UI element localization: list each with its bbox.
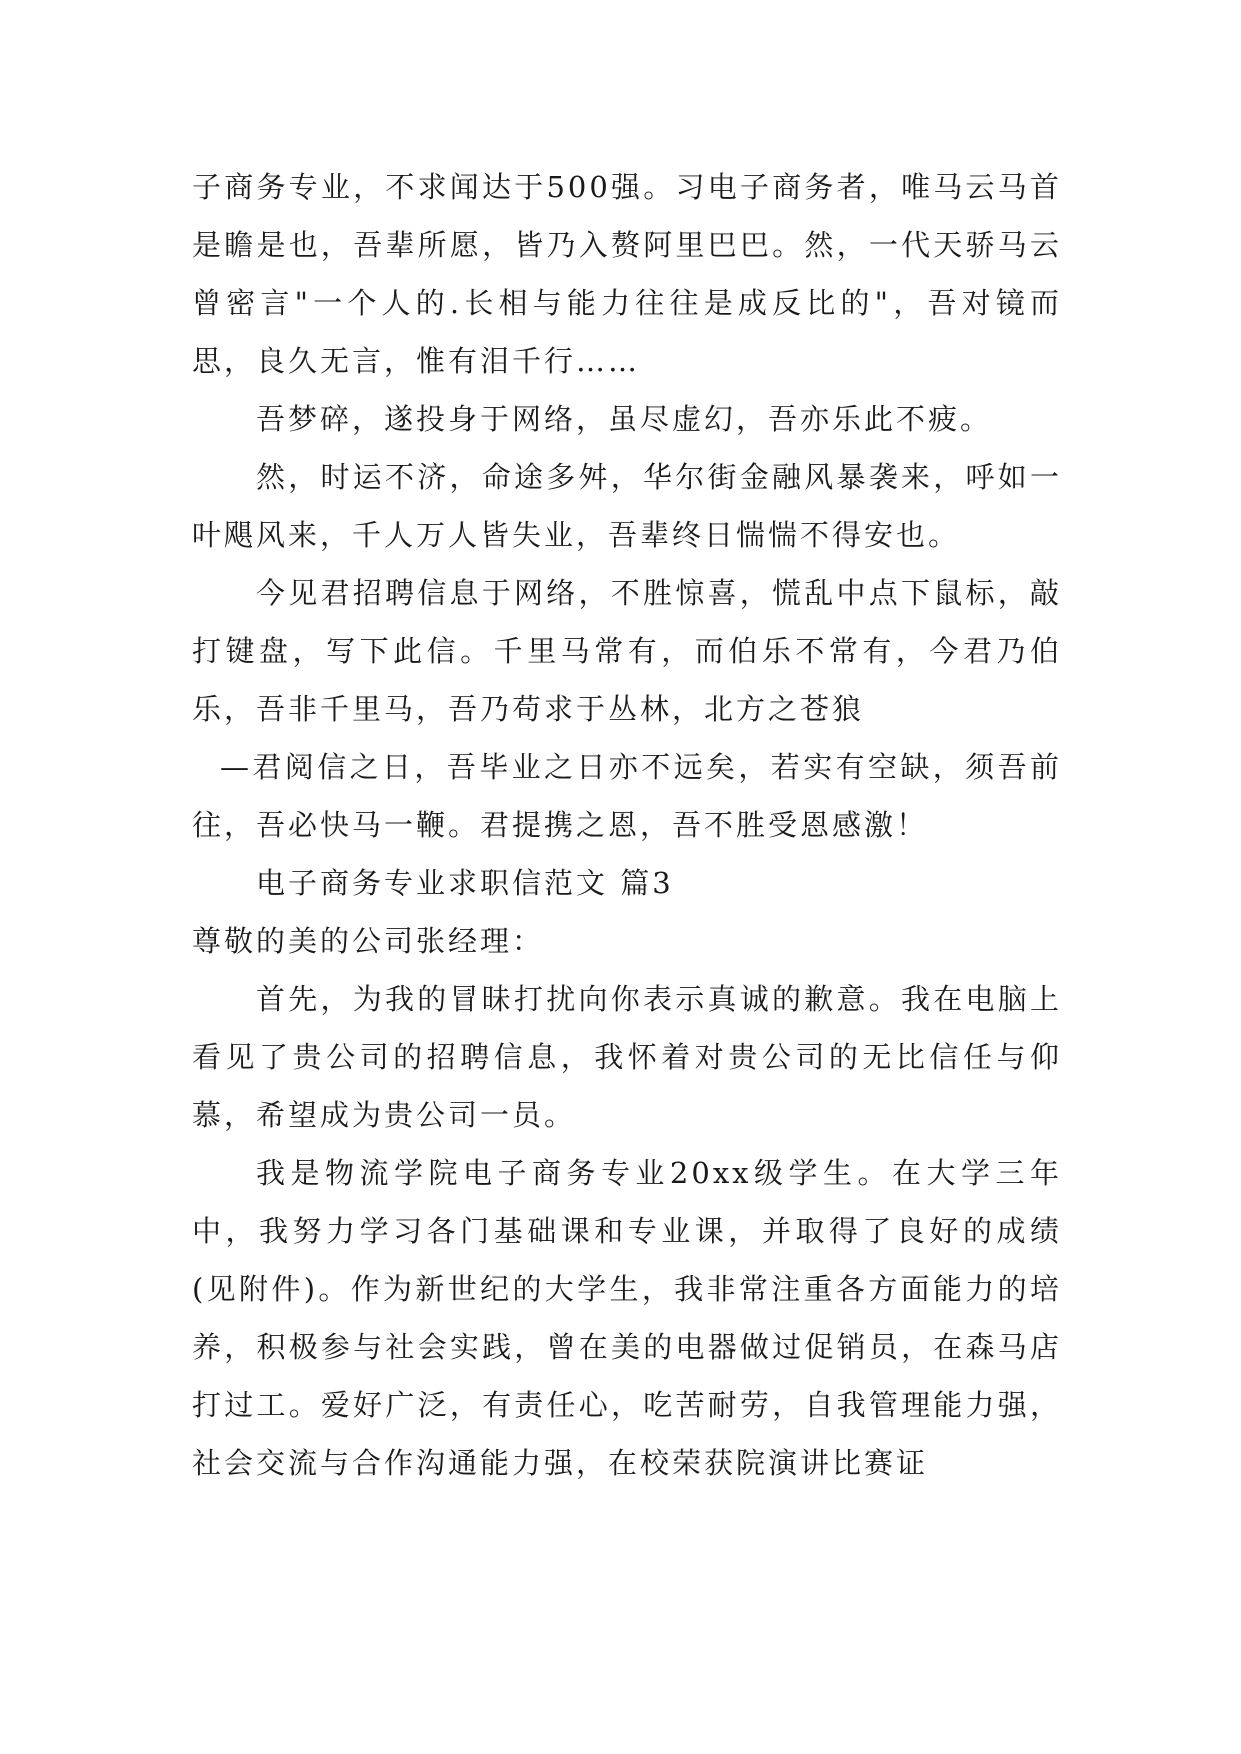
section-heading: 电子商务专业求职信范文 篇3: [256, 866, 674, 900]
paragraph-closing: —君阅信之日，吾毕业之日亦不远矣，若实有空缺，须吾前往，吾必快马一鞭。君提携之恩，吾不胜受恩感激！: [192, 750, 1062, 842]
paragraph-apology: 首先，为我的冒昧打扰向你表示真诚的歉意。我在电脑上看见了贵公司的招聘信息，我怀着对贵公司的无比信任与仰慕，希望成为贵公司一员。: [192, 982, 1062, 1132]
paragraph-fortune: 然，时运不济，命途多舛，华尔街金融风暴袭来，呼如一叶飓风来，千人万人皆失业，吾辈终日惴惴不得安也。: [192, 460, 1062, 552]
paragraph-recruitment: 今见君招聘信息于网络，不胜惊喜，慌乱中点下鼠标，敲打键盘，写下此信。千里马常有，而伯乐不常有，今君乃伯乐，吾非千里马，吾乃苟求于丛林，北方之苍狼: [192, 576, 1062, 726]
document-body: [192, 158, 1062, 1492]
paragraph-continuation: 子商务专业，不求闻达于500强。习电子商务者，唯马云马首是瞻是也，吾辈所愿，皆乃入赘阿里巴巴。然，一代天骄马云曾密言"一个人的.长相与能力往往是成反比的"，吾对镜而思，良久无言，惟有泪千行……: [192, 170, 1062, 378]
paragraph-dream: 吾梦碎，遂投身于网络，虽尽虚幻，吾亦乐此不疲。: [256, 402, 993, 436]
paragraph-introduction: 我是物流学院电子商务专业20xx级学生。在大学三年中，我努力学习各门基础课和专业课，并取得了良好的成绩(见附件)。作为新世纪的大学生，我非常注重各方面能力的培养，积极参与社会实践，曾在美的电器做过促销员，在森马店打过工。爱好广泛，有责任心，吃苦耐劳，自我管理能力强，社会交流与合作沟通能力强，在校荣获院演讲比赛证: [192, 1156, 1062, 1480]
salutation: 尊敬的美的公司张经理：: [192, 924, 545, 958]
